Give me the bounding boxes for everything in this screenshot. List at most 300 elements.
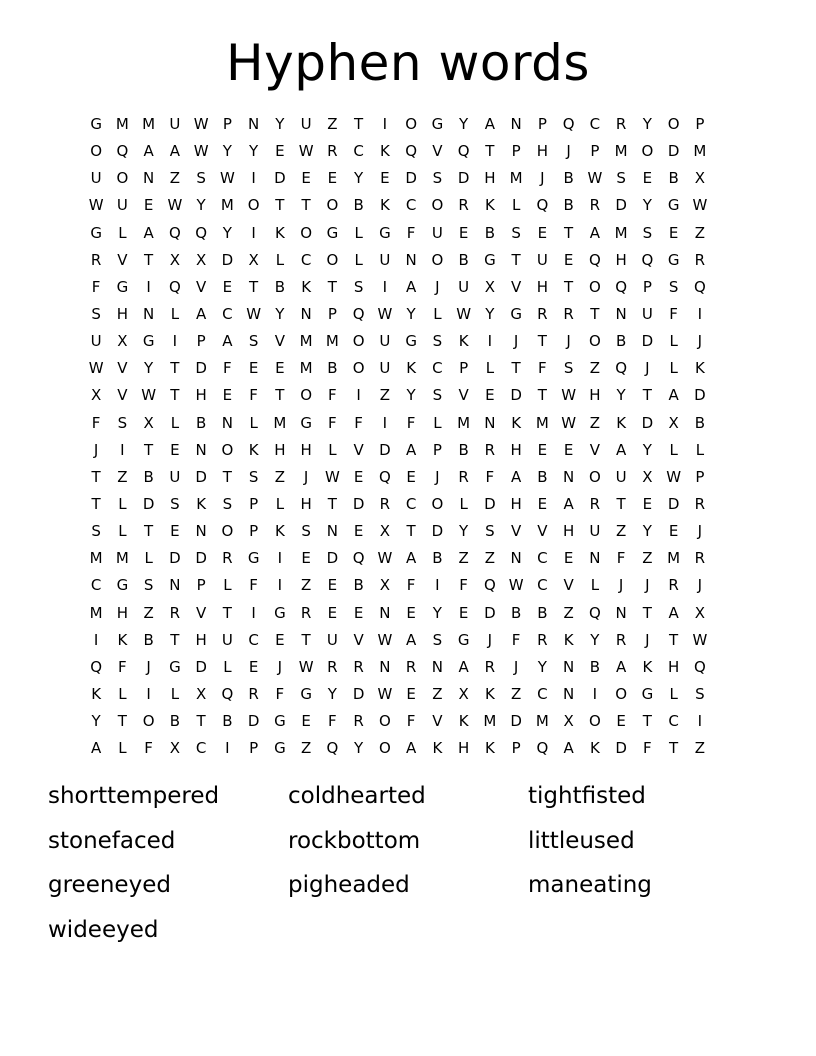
grid-cell: Q — [483, 576, 496, 595]
grid-cell: D — [195, 359, 207, 378]
grid-cell: K — [642, 657, 653, 676]
grid-cell: C — [195, 739, 207, 758]
grid-cell: Y — [642, 522, 652, 541]
grid-cell: U — [589, 522, 601, 541]
grid-cell: E — [642, 494, 653, 513]
grid-cell: R — [327, 142, 338, 161]
grid-cell: T — [406, 522, 416, 541]
grid-row — [83, 220, 713, 247]
grid-cell: G — [667, 196, 680, 215]
grid-cell: T — [564, 277, 574, 296]
grid-cell: M — [273, 413, 287, 432]
grid-cell: I — [487, 332, 493, 351]
grid-cell: S — [511, 223, 521, 242]
grid-cell: R — [353, 712, 364, 731]
grid-cell: F — [406, 223, 416, 242]
grid-cell: J — [645, 576, 650, 595]
grid-cell: W — [167, 196, 183, 215]
grid-cell: E — [248, 657, 259, 676]
grid-cell: D — [195, 657, 207, 676]
grid-cell: T — [249, 277, 259, 296]
grid-cell: E — [485, 386, 495, 405]
grid-cell: X — [169, 739, 181, 758]
grid-cell: R — [379, 494, 391, 513]
grid-cell: W — [141, 386, 157, 405]
grid-cell: J — [146, 657, 151, 676]
grid-row — [83, 382, 713, 409]
grid-cell: S — [432, 386, 443, 405]
grid-cell: V — [195, 603, 207, 622]
grid-cell: O — [667, 115, 680, 133]
grid-cell: Z — [300, 576, 312, 595]
grid-cell: T — [222, 467, 232, 486]
grid-cell: A — [143, 142, 154, 161]
grid-cell: P — [642, 277, 652, 296]
grid-cell: J — [513, 657, 519, 676]
grid-cell: E — [301, 169, 311, 188]
word-list-item: maneating — [528, 872, 652, 898]
grid-cell: V — [274, 332, 285, 351]
grid-cell: A — [195, 304, 207, 323]
word-list-item: coldhearted — [288, 783, 426, 809]
grid-cell: D — [667, 142, 680, 161]
grid-cell: A — [405, 277, 417, 296]
grid-cell: C — [537, 684, 548, 703]
grid-cell: K — [484, 196, 495, 215]
grid-cell: Q — [168, 223, 181, 242]
grid-cell: Q — [457, 142, 470, 161]
grid-cell: M — [509, 169, 523, 188]
grid-cell: Q — [536, 739, 549, 758]
grid-cell: E — [327, 169, 338, 188]
grid-cell: E — [301, 549, 311, 568]
grid-cell: O — [641, 142, 654, 161]
word-list-item: wideeyed — [48, 916, 159, 943]
word-list-item: shorttempered — [48, 783, 220, 809]
grid-cell: T — [590, 304, 600, 323]
grid-cell: L — [485, 359, 495, 378]
grid-row — [83, 654, 713, 681]
grid-cell: T — [91, 494, 101, 513]
grid-cell: P — [537, 115, 547, 133]
grid-cell: H — [457, 739, 470, 758]
grid-cell: F — [354, 413, 363, 432]
grid-cell: O — [247, 196, 260, 215]
grid-cell: T — [327, 494, 337, 513]
grid-cell: H — [116, 603, 129, 622]
grid-cell: A — [563, 494, 574, 513]
grid-cell: O — [300, 386, 313, 405]
grid-cell: P — [249, 739, 259, 758]
grid-cell: H — [510, 440, 522, 459]
grid-cell: I — [435, 576, 440, 595]
grid-cell: B — [222, 712, 233, 731]
grid-cell: P — [249, 494, 259, 513]
grid-cell: T — [616, 494, 626, 513]
grid-cell: T — [144, 522, 154, 541]
grid-cell: O — [221, 522, 234, 541]
grid-row — [83, 627, 713, 654]
grid-cell: K — [406, 359, 417, 378]
grid-cell: G — [326, 223, 339, 242]
grid-cell: H — [274, 440, 286, 459]
grid-cell: U — [221, 630, 233, 649]
grid-cell: M — [614, 142, 628, 161]
grid-cell: C — [353, 142, 364, 161]
grid-cell: G — [274, 712, 286, 731]
grid-cell: E — [353, 467, 364, 486]
grid-cell: G — [300, 413, 312, 432]
grid-cell: W — [377, 630, 393, 649]
grid-cell: W — [193, 115, 209, 133]
grid-cell: N — [143, 169, 155, 188]
grid-cell: N — [563, 467, 575, 486]
grid-cell: R — [589, 494, 601, 513]
grid-cell: J — [566, 332, 571, 351]
grid-cell: E — [222, 386, 233, 405]
grid-cell: A — [405, 440, 417, 459]
grid-cell: Z — [694, 739, 706, 758]
grid-cell: E — [616, 712, 626, 731]
grid-cell: E — [327, 576, 338, 595]
grid-cell: T — [91, 467, 101, 486]
grid-cell: E — [406, 684, 416, 703]
grid-cell: S — [248, 467, 259, 486]
grid-cell: Z — [274, 467, 286, 486]
grid-cell: X — [484, 277, 496, 296]
grid-cell: E — [563, 440, 574, 459]
grid-cell: Z — [589, 359, 601, 378]
grid-cell: E — [353, 603, 364, 622]
grid-row — [83, 491, 713, 518]
grid-cell: T — [275, 386, 285, 405]
grid-cell: G — [457, 630, 470, 649]
grid-cell: S — [143, 576, 154, 595]
grid-cell: J — [435, 467, 440, 486]
grid-cell: H — [484, 169, 496, 188]
grid-cell: L — [275, 494, 285, 513]
grid-cell: D — [431, 522, 444, 541]
grid-cell: V — [537, 522, 548, 541]
grid-cell: B — [274, 277, 286, 296]
grid-cell: N — [300, 304, 312, 323]
grid-cell: P — [511, 142, 521, 161]
grid-row — [83, 464, 713, 491]
grid-cell: W — [219, 169, 235, 188]
grid-cell: B — [484, 223, 496, 242]
grid-cell: J — [697, 522, 703, 541]
grid-cell: D — [379, 440, 391, 459]
grid-cell: Y — [642, 196, 652, 215]
grid-cell: U — [379, 359, 391, 378]
grid-cell: T — [642, 712, 652, 731]
grid-cell: G — [379, 223, 391, 242]
grid-cell: C — [405, 494, 417, 513]
grid-cell: O — [352, 359, 365, 378]
grid-cell: M — [614, 223, 628, 242]
grid-cell: E — [248, 359, 259, 378]
grid-cell: Y — [196, 196, 206, 215]
grid-cell: W — [324, 467, 340, 486]
grid-cell: Y — [222, 142, 232, 161]
grid-cell: Q — [116, 142, 129, 161]
grid-cell: F — [485, 467, 495, 486]
grid-cell: M — [693, 142, 707, 161]
grid-cell: L — [669, 359, 678, 378]
grid-cell: T — [222, 603, 232, 622]
grid-cell: A — [405, 630, 417, 649]
word-list-item: rockbottom — [288, 827, 421, 854]
grid-cell: Z — [589, 413, 601, 432]
grid-cell: R — [537, 304, 548, 323]
grid-cell: N — [405, 250, 417, 269]
grid-cell: S — [563, 359, 574, 378]
grid-cell: E — [275, 142, 285, 161]
grid-cell: T — [301, 630, 311, 649]
grid-cell: N — [589, 549, 601, 568]
grid-cell: A — [668, 603, 679, 622]
grid-cell: L — [118, 223, 127, 242]
grid-cell: E — [143, 196, 154, 215]
grid-cell: W — [88, 196, 104, 215]
grid-cell: J — [618, 576, 624, 595]
grid-cell: R — [458, 196, 469, 215]
grid-cell: Z — [379, 386, 391, 405]
grid-cell: I — [697, 304, 703, 323]
grid-cell: G — [247, 549, 260, 568]
grid-cell: W — [193, 142, 209, 161]
grid-cell: T — [485, 142, 495, 161]
grid-cell: Y — [406, 386, 416, 405]
grid-cell: N — [615, 603, 627, 622]
grid-cell: Y — [406, 304, 416, 323]
grid-cell: D — [352, 684, 365, 703]
grid-cell: F — [406, 413, 416, 432]
grid-cell: F — [406, 712, 416, 731]
grid-cell: J — [697, 332, 703, 351]
grid-cell: V — [117, 250, 128, 269]
grid-cell: U — [431, 223, 443, 242]
grid-cell: I — [251, 223, 256, 242]
grid-cell: R — [353, 657, 364, 676]
grid-cell: K — [274, 223, 285, 242]
grid-cell: Q — [588, 603, 601, 622]
grid-cell: L — [118, 494, 127, 513]
grid-cell: D — [142, 494, 155, 513]
grid-cell: J — [303, 467, 309, 486]
grid-cell: G — [274, 739, 286, 758]
grid-cell: Z — [300, 739, 312, 758]
grid-cell: T — [537, 386, 547, 405]
grid-cell: H — [615, 250, 627, 269]
grid-cell: W — [298, 657, 314, 676]
grid-cell: I — [251, 603, 256, 622]
grid-cell: N — [510, 549, 522, 568]
grid-cell: P — [695, 115, 705, 133]
grid-cell: U — [90, 169, 102, 188]
grid-cell: B — [510, 603, 522, 622]
page-title: Hyphen words — [226, 34, 590, 92]
grid-cell: J — [566, 142, 571, 161]
grid-row — [83, 274, 713, 301]
grid-cell: W — [456, 304, 472, 323]
grid-cell: H — [195, 386, 207, 405]
grid-cell: O — [326, 196, 339, 215]
grid-cell: B — [589, 657, 601, 676]
grid-cell: V — [195, 277, 207, 296]
grid-cell: M — [115, 549, 129, 568]
grid-cell: Z — [510, 684, 522, 703]
grid-cell: H — [562, 522, 575, 541]
grid-cell: X — [195, 250, 207, 269]
grid-cell: P — [327, 304, 337, 323]
grid-cell: K — [484, 684, 495, 703]
grid-cell: H — [116, 304, 129, 323]
grid-cell: F — [328, 413, 337, 432]
grid-cell: O — [378, 712, 391, 731]
grid-cell: S — [642, 223, 653, 242]
grid-cell: P — [196, 332, 206, 351]
grid-cell: R — [300, 603, 312, 622]
grid-cell: Q — [90, 657, 103, 676]
grid-cell: Q — [536, 196, 549, 215]
grid-cell: A — [589, 223, 600, 242]
grid-cell: G — [90, 223, 102, 242]
grid-cell: Z — [642, 549, 653, 568]
grid-cell: E — [301, 712, 311, 731]
grid-cell: S — [196, 169, 206, 188]
grid-row — [83, 437, 713, 464]
grid-cell: C — [405, 196, 417, 215]
grid-cell: N — [615, 304, 627, 323]
grid-cell: D — [510, 386, 522, 405]
grid-cell: O — [300, 223, 313, 242]
grid-cell: L — [170, 304, 180, 323]
grid-cell: B — [694, 413, 706, 432]
grid-cell: C — [432, 359, 443, 378]
grid-cell: V — [458, 386, 469, 405]
grid-cell: O — [221, 440, 234, 459]
grid-cell: L — [669, 332, 678, 351]
grid-cell: Q — [562, 115, 575, 133]
grid-cell: V — [117, 386, 128, 405]
grid-cell: A — [563, 739, 574, 758]
grid-cell: B — [195, 413, 207, 432]
grid-cell: N — [563, 684, 575, 703]
grid-cell: T — [196, 712, 206, 731]
letter-grid — [83, 111, 713, 762]
grid-cell: R — [405, 657, 417, 676]
grid-cell: K — [458, 712, 469, 731]
grid-cell: E — [380, 169, 390, 188]
grid-cell: P — [196, 576, 206, 595]
grid-cell: V — [589, 440, 600, 459]
grid-cell: B — [143, 467, 154, 486]
grid-cell: Y — [432, 603, 442, 622]
grid-cell: G — [116, 576, 129, 595]
grid-cell: F — [118, 657, 127, 676]
grid-cell: N — [379, 603, 391, 622]
grid-cell: A — [143, 223, 154, 242]
grid-cell: S — [432, 332, 443, 351]
grid-cell: F — [616, 549, 626, 568]
grid-cell: T — [511, 250, 521, 269]
word-list-item: tightfisted — [528, 783, 646, 809]
grid-cell: U — [379, 332, 391, 351]
grid-cell: Q — [693, 657, 706, 676]
grid-cell: Z — [563, 603, 574, 622]
grid-cell: W — [246, 304, 262, 323]
grid-cell: Z — [327, 115, 338, 133]
grid-cell: X — [642, 467, 653, 486]
grid-cell: O — [588, 467, 601, 486]
grid-cell: F — [223, 359, 232, 378]
grid-cell: F — [328, 386, 337, 405]
grid-cell: G — [90, 115, 102, 133]
grid-cell: L — [433, 304, 442, 323]
grid-cell: K — [432, 739, 443, 758]
word-list-item: greeneyed — [48, 872, 171, 898]
grid-cell: N — [510, 115, 522, 133]
grid-cell: O — [90, 142, 103, 161]
grid-cell: Z — [615, 522, 627, 541]
grid-cell: S — [353, 277, 364, 296]
grid-cell: H — [300, 440, 312, 459]
grid-cell: O — [588, 277, 601, 296]
grid-cell: W — [692, 630, 708, 649]
grid-cell: B — [458, 250, 469, 269]
grid-cell: K — [117, 630, 128, 649]
grid-row — [83, 735, 713, 762]
grid-cell: R — [90, 250, 102, 269]
grid-cell: Q — [195, 223, 208, 242]
grid-cell: M — [220, 196, 234, 215]
grid-cell: D — [510, 712, 522, 731]
grid-cell: B — [432, 549, 443, 568]
grid-cell: D — [484, 494, 496, 513]
grid-cell: Q — [352, 304, 365, 323]
grid-cell: Y — [354, 169, 364, 188]
grid-cell: V — [432, 142, 443, 161]
grid-cell: E — [327, 603, 338, 622]
grid-cell: L — [118, 522, 127, 541]
grid-cell: Q — [352, 549, 365, 568]
grid-cell: J — [697, 576, 703, 595]
word-list-item: stonefaced — [48, 827, 176, 854]
grid-cell: T — [144, 250, 154, 269]
grid-cell: T — [301, 196, 311, 215]
grid-cell: N — [143, 304, 155, 323]
grid-cell: X — [563, 712, 574, 731]
grid-cell: Q — [615, 277, 628, 296]
grid-cell: I — [251, 169, 256, 188]
grid-cell: I — [356, 386, 361, 405]
grid-cell: Q — [378, 467, 391, 486]
grid-cell: T — [669, 630, 679, 649]
grid-row — [83, 545, 713, 572]
grid-cell: U — [615, 467, 627, 486]
grid-cell: U — [641, 304, 653, 323]
grid-cell: O — [431, 250, 444, 269]
grid-row — [83, 165, 713, 192]
grid-cell: O — [352, 332, 365, 351]
grid-cell: T — [642, 386, 652, 405]
grid-cell: N — [431, 657, 443, 676]
grid-cell: G — [510, 304, 522, 323]
grid-cell: C — [668, 712, 679, 731]
grid-cell: R — [694, 250, 706, 269]
grid-cell: W — [377, 684, 393, 703]
